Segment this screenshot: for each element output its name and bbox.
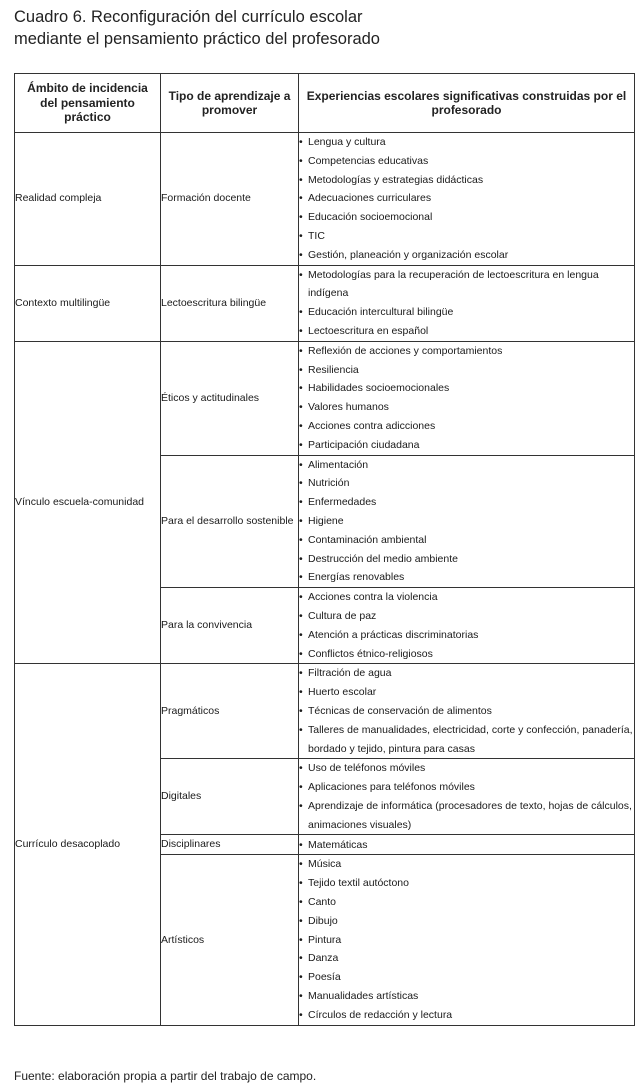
experiencias-cell [299, 341, 635, 455]
list-item: • Contaminación ambiental [299, 531, 634, 550]
list-item: • Valores humanos [299, 398, 634, 417]
list-item: • Habilidades socioemocionales [299, 379, 634, 398]
table-row [15, 265, 635, 341]
list-item: • Aplicaciones para teléfonos móviles [299, 778, 634, 797]
tipo-cell: Para el desarrollo sostenible [161, 455, 299, 588]
list-item: • Higiene [299, 512, 634, 531]
list-item: • Acciones contra adicciones [299, 417, 634, 436]
list-item: • Talleres de manualidades, electricidad, corte y confección, panadería, bordado y tejido, pintura para casas [299, 721, 634, 759]
experiencias-list [299, 133, 634, 265]
list-item: • Canto [299, 893, 634, 912]
list-item: • Danza [299, 949, 634, 968]
tipo-cell: Disciplinares [161, 835, 299, 855]
list-item: • Lectoescritura en español [299, 322, 634, 341]
list-item: • Metodologías y estrategias didácticas [299, 171, 634, 190]
list-item: • Poesía [299, 968, 634, 987]
list-item: • Dibujo [299, 912, 634, 931]
list-item: • Música [299, 855, 634, 874]
header-ambito: Ámbito de incidencia del pensamiento práctico [15, 74, 161, 133]
list-item: • Filtración de agua [299, 664, 634, 683]
table-body [15, 133, 635, 1026]
tipo-cell: Pragmáticos [161, 664, 299, 759]
list-item: • Círculos de redacción y lectura [299, 1006, 634, 1025]
experiencias-cell [299, 664, 635, 759]
experiencias-cell [299, 855, 635, 1025]
table-title [14, 6, 614, 50]
experiencias-list [299, 855, 634, 1024]
list-item: • Participación ciudadana [299, 436, 634, 455]
list-item: • Educación intercultural bilingüe [299, 303, 634, 322]
experiencias-cell [299, 588, 635, 664]
list-item: • Enfermedades [299, 493, 634, 512]
curriculum-table [14, 73, 635, 1026]
tipo-cell: Éticos y actitudinales [161, 341, 299, 455]
table-row [15, 664, 635, 759]
list-item: • Acciones contra la violencia [299, 588, 634, 607]
ambito-cell: Realidad compleja [15, 133, 161, 266]
title-line-2: mediante el pensamiento práctico del profesorado [14, 30, 380, 48]
title-line-1: Cuadro 6. Reconfiguración del currículo escolar [14, 8, 363, 26]
list-item: • TIC [299, 227, 634, 246]
list-item: • Huerto escolar [299, 683, 634, 702]
header-row [15, 74, 635, 133]
experiencias-list [299, 456, 634, 588]
list-item: • Gestión, planeación y organización escolar [299, 246, 634, 265]
list-item: • Adecuaciones curriculares [299, 189, 634, 208]
tipo-cell: Digitales [161, 759, 299, 835]
list-item: • Resiliencia [299, 361, 634, 380]
list-item: • Lengua y cultura [299, 133, 634, 152]
experiencias-cell [299, 759, 635, 835]
list-item: • Matemáticas [299, 836, 634, 855]
list-item: • Manualidades artísticas [299, 987, 634, 1006]
list-item: • Técnicas de conservación de alimentos [299, 702, 634, 721]
experiencias-cell [299, 455, 635, 588]
experiencias-list [299, 664, 634, 758]
list-item: • Energías renovables [299, 568, 634, 587]
experiencias-list [299, 342, 634, 455]
list-item: • Uso de teléfonos móviles [299, 759, 634, 778]
experiencias-list [299, 588, 634, 663]
table-row [15, 133, 635, 266]
list-item: • Nutrición [299, 474, 634, 493]
source-note: Fuente: elaboración propia a partir del trabajo de campo. [14, 1069, 317, 1083]
experiencias-list [299, 836, 634, 855]
tipo-cell: Lectoescritura bilingüe [161, 265, 299, 341]
list-item: • Tejido textil autóctono [299, 874, 634, 893]
header-experiencias: Experiencias escolares significativas construidas por el profesorado [299, 74, 635, 133]
list-item: • Competencias educativas [299, 152, 634, 171]
header-tipo: Tipo de aprendizaje a promover [161, 74, 299, 133]
experiencias-cell [299, 133, 635, 266]
list-item: • Aprendizaje de informática (procesadores de texto, hojas de cálculos, animaciones visuales) [299, 797, 634, 835]
experiencias-cell [299, 265, 635, 341]
list-item: • Pintura [299, 931, 634, 950]
list-item: • Reflexión de acciones y comportamientos [299, 342, 634, 361]
ambito-cell: Contexto multilingüe [15, 265, 161, 341]
list-item: • Educación socioemocional [299, 208, 634, 227]
tipo-cell: Artísticos [161, 855, 299, 1025]
tipo-cell: Formación docente [161, 133, 299, 266]
list-item: • Cultura de paz [299, 607, 634, 626]
list-item: • Alimentación [299, 456, 634, 475]
ambito-cell: Vínculo escuela-comunidad [15, 341, 161, 664]
list-item: • Metodologías para la recuperación de lectoescritura en lengua indígena [299, 266, 634, 304]
experiencias-list [299, 266, 634, 341]
experiencias-list [299, 759, 634, 834]
ambito-cell: Currículo desacoplado [15, 664, 161, 1025]
table-row [15, 341, 635, 455]
list-item: • Conflictos étnico-religiosos [299, 645, 634, 664]
list-item: • Atención a prácticas discriminatorias [299, 626, 634, 645]
experiencias-cell [299, 835, 635, 855]
list-item: • Destrucción del medio ambiente [299, 550, 634, 569]
tipo-cell: Para la convivencia [161, 588, 299, 664]
